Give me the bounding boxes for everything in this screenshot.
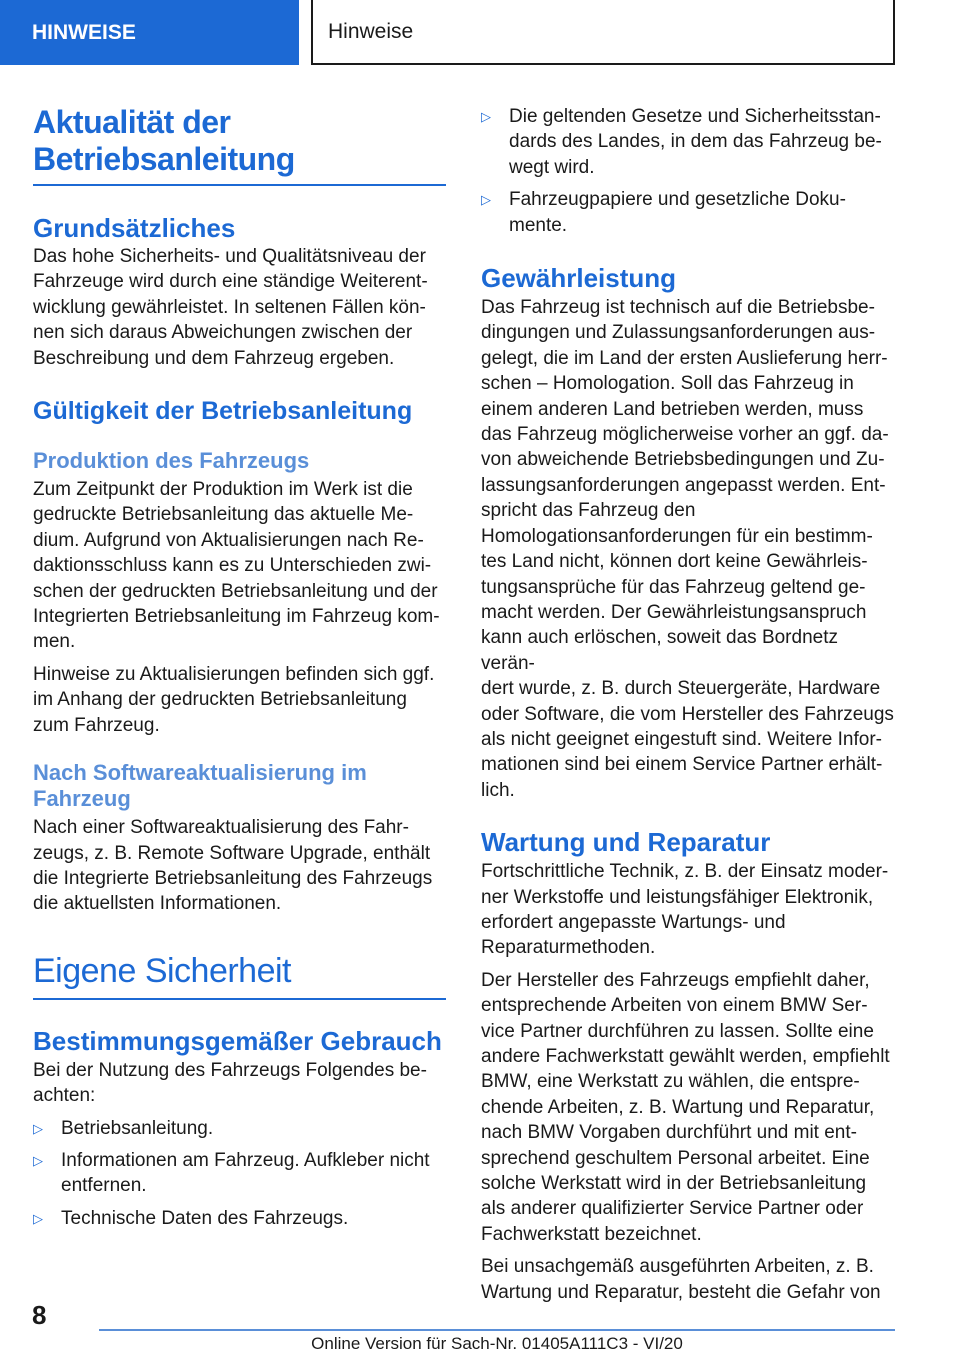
text-line: Bei der Nutzung des Fahrzeugs Folgendes be- (33, 1059, 427, 1081)
text-line: Fahrzeugpapiere und gesetzliche Doku- (509, 189, 846, 211)
text-line: sprechend geschultem Personal arbeitet. Eine (481, 1147, 870, 1169)
text-line: im Anhang der gedruckten Betriebsanleitung (33, 689, 407, 711)
heading-aktualitaet-1: Aktualität der (33, 104, 231, 140)
text-line: das Fahrzeug möglicherweise vorher an ggf. da- (481, 424, 889, 446)
text-line: gedruckte Betriebsanleitung das aktuelle Me- (33, 504, 414, 526)
text-line: men. (33, 631, 76, 653)
paragraph-wartung-3 (481, 1254, 895, 1305)
text-line: Die geltenden Gesetze und Sicherheitsstan- (509, 106, 881, 127)
text-line: Betriebsanleitung. (61, 1117, 214, 1139)
heading-eigene-sicherheit: Eigene Sicherheit (33, 951, 292, 990)
text-line: Nach einer Softwareaktualisierung des Fahr- (33, 817, 409, 839)
text-line: vice Partner durchführen zu lassen. Sollte eine (481, 1020, 874, 1042)
list-item (33, 1148, 446, 1199)
text-line: zum Fahrzeug. (33, 714, 160, 736)
text-line: zeugs, z. B. Remote Software Upgrade, enthält (33, 842, 431, 864)
page-header (311, 0, 895, 65)
section-tab (0, 0, 299, 65)
footer-text: Online Version für Sach-Nr. 01405A111C3 - VI/20 (311, 1334, 683, 1353)
text-line: chende Arbeiten, z. B. Wartung und Reparatur, (481, 1096, 875, 1118)
text-line: Informationen am Fahrzeug. Aufkleber nicht (61, 1149, 430, 1171)
bullet-list-right (481, 104, 895, 238)
text-line: wicklung gewährleistet. In seltenen Fällen kön- (33, 296, 426, 318)
text-line: als nicht geeignet eingestuft sind. Weitere Infor- (481, 728, 882, 750)
list-item (481, 187, 895, 238)
text-line: lassungsanforderungen angepasst werden. Ent- (481, 474, 886, 496)
heading-gewaehrleistung: Gewährleistung (481, 263, 677, 294)
footer-rule (99, 1329, 895, 1331)
text-line: mationen sind bei einem Service Partner erhält- (481, 754, 883, 776)
paragraph-wartung-2 (481, 968, 895, 1247)
list-item (33, 1206, 446, 1231)
text-line: ner Werkstoffe und leistungsfähiger Elektronik, (481, 886, 874, 908)
text-line: als anderer qualifizierter Service Partner oder (481, 1198, 864, 1220)
text-line: von abweichende Betriebsbedingungen und Zu- (481, 449, 885, 471)
right-column (481, 104, 895, 1305)
triangle-bullet-icon: ▷ (33, 1152, 43, 1168)
paragraph-hinweise (33, 662, 446, 738)
paragraph-bestimmung (33, 1058, 446, 1109)
text-line: dards des Landes, in dem das Fahrzeug be- (509, 131, 882, 153)
text-line: erfordert angepasste Wartungs- und (481, 911, 786, 933)
paragraph-gewaehrleistung (481, 295, 895, 803)
triangle-bullet-icon: ▷ (481, 109, 491, 124)
text-line: gelegt, die im Land der ersten Auslieferung herr- (481, 347, 888, 369)
text-line: Der Hersteller des Fahrzeugs empfiehlt daher, (481, 969, 870, 991)
bullet-list-left (33, 1116, 446, 1232)
text-line: dert wurde, z. B. durch Steuergeräte, Hardware (481, 678, 881, 700)
heading-wartung: Wartung und Reparatur (481, 827, 771, 858)
text-line: wegt wird. (509, 156, 595, 178)
text-line: kann auch erlöschen, soweit das Bordnetz verän- (481, 627, 838, 674)
heading-rule (33, 184, 446, 186)
heading-bestimmung: Bestimmungsgemäßer Gebrauch (33, 1025, 442, 1056)
paragraph-wartung-1 (481, 859, 895, 961)
left-column (33, 104, 446, 1231)
page-number: 8 (32, 1300, 47, 1330)
text-line: entfernen. (61, 1175, 147, 1197)
triangle-bullet-icon: ▷ (33, 1120, 43, 1136)
text-line: achten: (33, 1085, 96, 1107)
text-line: Bei unsachgemäß ausgeführten Arbeiten, z. B. (481, 1256, 874, 1278)
text-line: Das hohe Sicherheits- und Qualitätsniveau der (33, 246, 426, 267)
text-line: schen – Homologation. Soll das Fahrzeug in (481, 373, 854, 395)
text-line: Integrierten Betriebsanleitung im Fahrzeug kom- (33, 606, 440, 628)
page-header-title: Hinweise (328, 19, 414, 43)
heading-gueltigkeit: Gültigkeit der Betriebsanleitung (33, 397, 413, 426)
list-item (33, 1116, 446, 1141)
heading-produktion: Produktion des Fahrzeugs (33, 448, 310, 474)
text-line: Wartung und Reparatur, besteht die Gefahr von (481, 1281, 881, 1303)
text-line: nen sich daraus Abweichungen zwischen der (33, 322, 413, 344)
text-line: entsprechende Arbeiten von einem BMW Ser- (481, 995, 868, 1017)
text-line: die aktuellsten Informationen. (33, 893, 282, 915)
text-line: Fahrzeuge wird durch eine ständige Weiterent- (33, 271, 428, 293)
text-line: andere Fachwerkstatt gewählt werden, empfiehlt (481, 1046, 890, 1067)
text-line: tes Land nicht, können dort keine Gewährleis- (481, 551, 868, 573)
text-line: tungsansprüche für das Fahrzeug geltend ge- (481, 576, 866, 598)
text-line: mente. (509, 214, 568, 236)
heading-software-2: Fahrzeug (33, 786, 131, 812)
text-line: einem anderen Land betrieben werden, muss (481, 398, 864, 420)
text-line: Fortschrittliche Technik, z. B. der Einsatz moder- (481, 861, 889, 883)
text-line: spricht das Fahrzeug den (481, 500, 696, 522)
text-line: dium. Aufgrund von Aktualisierungen nach Re- (33, 529, 424, 551)
heading-aktualitaet-2: Betriebsanleitung (33, 141, 295, 177)
text-line: Das Fahrzeug ist technisch auf die Betriebsbe- (481, 297, 875, 319)
triangle-bullet-icon: ▷ (33, 1210, 43, 1226)
heading-rule (33, 998, 446, 1000)
text-line: macht werden. Der Gewährleistungsanspruch (481, 601, 867, 623)
text-line: Technische Daten des Fahrzeugs. (61, 1207, 349, 1229)
list-item (481, 104, 895, 180)
text-line: die Integrierte Betriebsanleitung des Fahrzeugs (33, 867, 433, 889)
text-line: Zum Zeitpunkt der Produktion im Werk ist die (33, 479, 413, 501)
paragraph-software (33, 815, 446, 917)
heading-software (33, 760, 446, 812)
text-line: solche Werkstatt wird in der Betriebsanleitung (481, 1173, 867, 1195)
text-line: oder Software, die vom Hersteller des Fahrzeugs (481, 703, 894, 725)
paragraph-produktion (33, 477, 446, 655)
text-line: Reparaturmethoden. (481, 937, 656, 959)
triangle-bullet-icon: ▷ (481, 192, 491, 208)
text-line: Homologationsanforderungen für ein bestimm- (481, 525, 873, 547)
text-line: BMW, eine Werkstatt zu wählen, die entspre- (481, 1071, 860, 1093)
text-line: nach BMW Vorgaben durchführt und mit ent- (481, 1122, 857, 1144)
text-line: Fachwerkstatt bezeichnet. (481, 1223, 702, 1245)
text-line: Beschreibung und dem Fahrzeug ergeben. (33, 347, 395, 369)
text-line: Hinweise zu Aktualisierungen befinden sich ggf. (33, 663, 435, 685)
paragraph-grundsaetzliches (33, 244, 446, 371)
text-line: lich. (481, 779, 515, 801)
section-tab-label: HINWEISE (32, 20, 136, 44)
text-line: dingungen und Zulassungsanforderungen aus- (481, 322, 876, 344)
text-line: schen der gedruckten Betriebsanleitung und der (33, 580, 438, 602)
heading-software-1: Nach Softwareaktualisierung im (33, 760, 367, 786)
text-line: daktionsschluss kann es zu Unterschieden zwi- (33, 555, 432, 577)
heading-grundsaetzliches: Grundsätzliches (33, 213, 236, 243)
